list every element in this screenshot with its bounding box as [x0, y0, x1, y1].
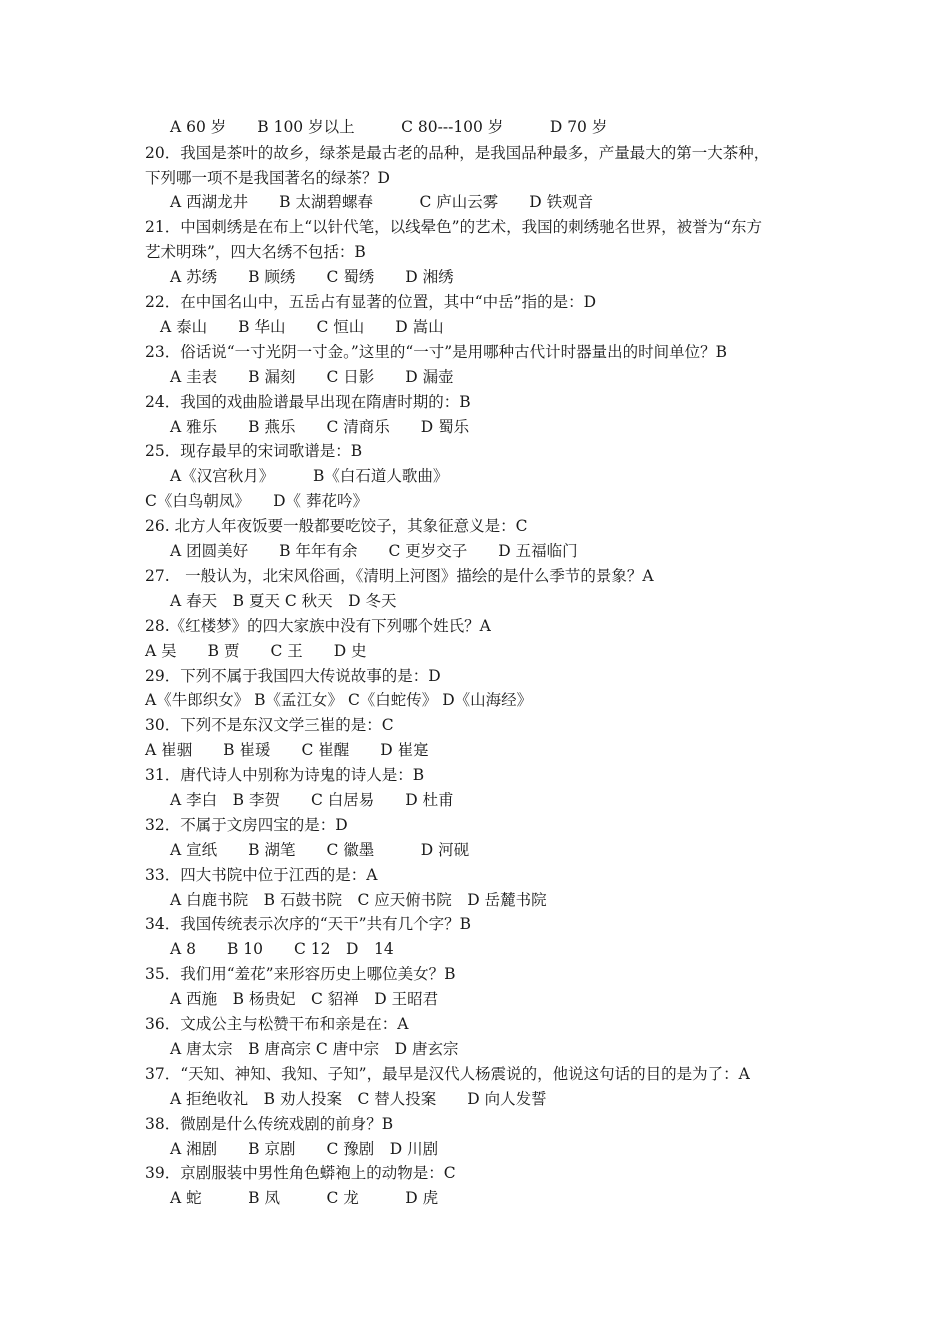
answer-options-31: A 李白 B 李贺 C 白居易 D 杜甫	[170, 791, 454, 809]
answer-options-30: A 崔骃 B 崔瑗 C 崔醒 D 崔寔	[145, 741, 429, 759]
answer-options-39: A 蛇 B 凤 C 龙 D 虎	[170, 1189, 439, 1207]
answer-options-27: A 春天 B 夏天 C 秋天 D 冬天	[170, 592, 397, 610]
answer-options-34: A 8 B 10 C 12 D 14	[170, 940, 394, 958]
question-20: 20．我国是茶叶的故乡，绿茶是最古老的品种，是我国品种最多，产量最大的第一大茶种，	[145, 144, 770, 162]
question-37: 37．“天知、神知、我知、子知”，最早是汉代人杨震说的，他说这句话的目的是为了：A	[145, 1065, 750, 1083]
answer-options-25b: C《白鸟朝凤》 D《 葬花吟》	[145, 492, 368, 510]
answer-options-33: A 白鹿书院 B 石鼓书院 C 应天俯书院 D 岳麓书院	[170, 891, 547, 909]
question-25: 25．现存最早的宋词歌谱是：B	[145, 442, 363, 460]
question-34: 34．我国传统表示次序的“天干”共有几个字？B	[145, 915, 471, 933]
question-39: 39．京剧服装中男性角色蟒袍上的动物是：C	[145, 1164, 456, 1182]
answer-options-28: A 吴 B 贾 C 王 D 史	[145, 642, 367, 660]
question-20-cont: 下列哪一项不是我国著名的绿茶？D	[145, 169, 390, 187]
question-22: 22．在中国名山中，五岳占有显著的位置，其中“中岳”指的是：D	[145, 293, 597, 311]
answer-options-20: A 西湖龙井 B 太湖碧螺春 C 庐山云雾 D 铁观音	[170, 193, 594, 211]
question-32: 32．不属于文房四宝的是：D	[145, 816, 348, 834]
question-33: 33．四大书院中位于江西的是：A	[145, 866, 378, 884]
answer-options-36: A 唐太宗 B 唐高宗 C 唐中宗 D 唐玄宗	[170, 1040, 459, 1058]
question-35: 35．我们用“羞花”来形容历史上哪位美女？B	[145, 965, 456, 983]
question-30: 30．下列不是东汉文学三崔的是：C	[145, 716, 394, 734]
answer-options-26: A 团圆美好 B 年年有余 C 更岁交子 D 五福临门	[170, 542, 578, 560]
answer-options-37: A 拒绝收礼 B 劝人投案 C 替人投案 D 向人发誓	[170, 1090, 547, 1108]
answer-options-25a: A《汉宫秋月》 B《白石道人歌曲》	[170, 467, 449, 485]
answer-options-29: A《牛郎织女》 B《孟江女》 C《白蛇传》 D《山海经》	[145, 691, 533, 709]
question-36: 36．文成公主与松赞干布和亲是在：A	[145, 1015, 409, 1033]
answer-options-32: A 宣纸 B 湖笔 C 徽墨 D 河砚	[170, 841, 470, 859]
answer-options-19: A 60 岁 B 100 岁以上 C 80---100 岁 D 70 岁	[170, 118, 608, 136]
question-23: 23．俗话说“一寸光阴一寸金。”这里的“一寸”是用哪种古代计时器量出的时间单位？B	[145, 343, 728, 361]
question-28: 28.《红楼梦》的四大家族中没有下列哪个姓氏？A	[145, 617, 491, 635]
question-29: 29．下列不属于我国四大传说故事的是：D	[145, 667, 441, 685]
answer-options-22: A 泰山 B 华山 C 恒山 D 嵩山	[160, 318, 444, 336]
question-21: 21．中国刺绣是在布上“以针代笔，以线晕色”的艺术，我国的刺绣驰名世界，被誉为“东方	[145, 218, 762, 236]
question-24: 24．我国的戏曲脸谱最早出现在隋唐时期的：B	[145, 393, 471, 411]
answer-options-21: A 苏绣 B 顾绣 C 蜀绣 D 湘绣	[170, 268, 454, 286]
question-27: 27. 一般认为，北宋风俗画，《清明上河图》描绘的是什么季节的景象？A	[145, 567, 654, 585]
answer-options-38: A 湘剧 B 京剧 C 豫剧 D 川剧	[170, 1140, 439, 1158]
question-26: 26. 北方人年夜饭要一般都要吃饺子，其象征意义是：C	[145, 517, 528, 535]
answer-options-24: A 雅乐 B 燕乐 C 清商乐 D 蜀乐	[170, 418, 470, 436]
answer-options-35: A 西施 B 杨贵妃 C 貂禅 D 王昭君	[170, 990, 439, 1008]
question-31: 31．唐代诗人中别称为诗鬼的诗人是：B	[145, 766, 425, 784]
question-38: 38．微剧是什么传统戏剧的前身？B	[145, 1115, 394, 1133]
answer-options-23: A 圭表 B 漏刻 C 日影 D 漏壶	[170, 368, 454, 386]
question-21-cont: 艺术明珠”，四大名绣不包括：B	[145, 243, 366, 261]
